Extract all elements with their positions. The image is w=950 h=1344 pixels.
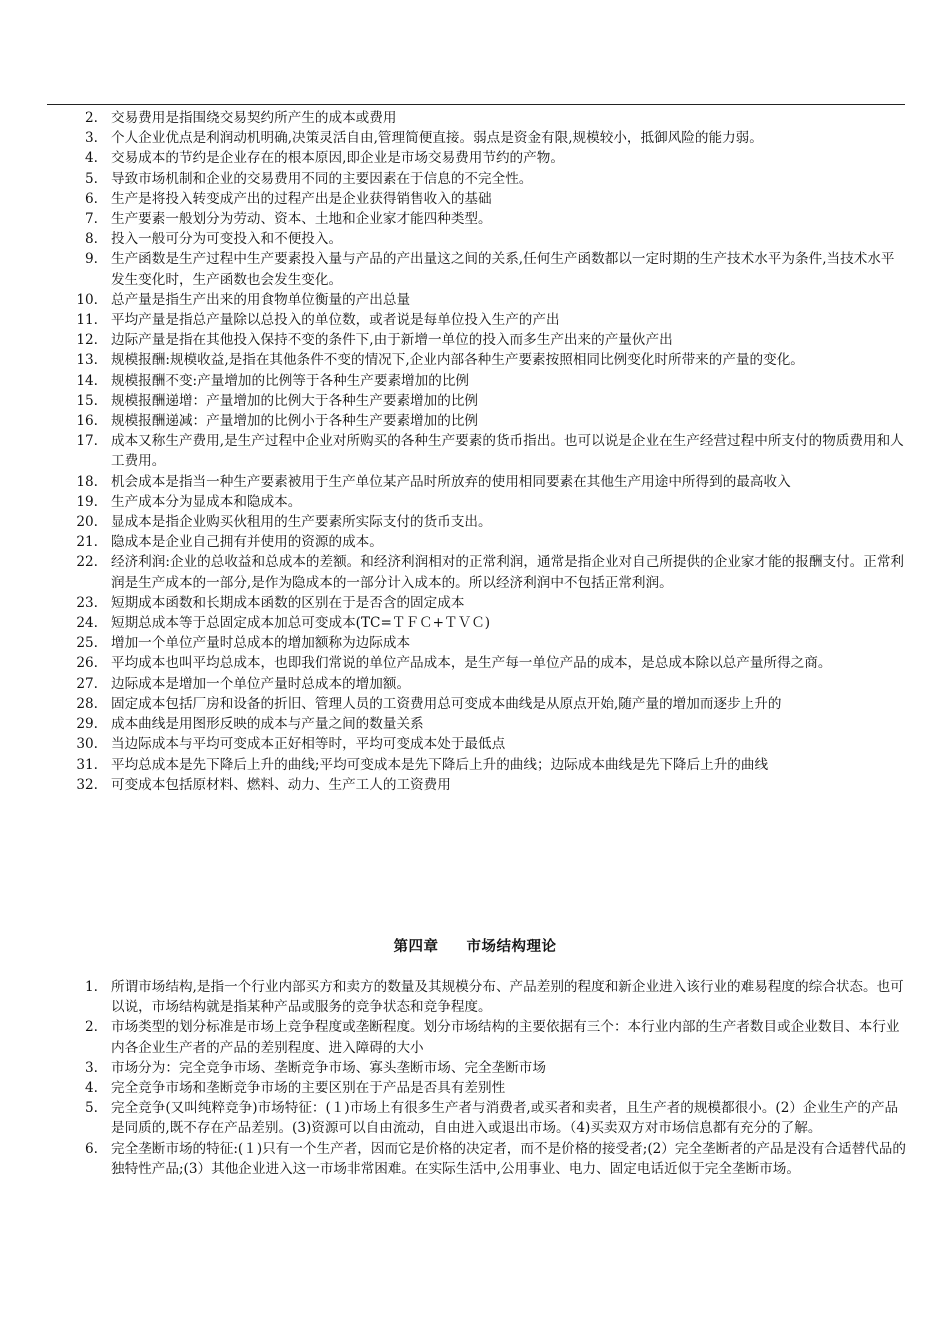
list-item-number: 11. bbox=[76, 312, 98, 329]
list-item-number: 2. bbox=[85, 1019, 98, 1036]
list-item-text: 生产要素一般划分为劳动、资本、土地和企业家才能四种类型。 bbox=[111, 211, 492, 228]
list-item-text: 经济利润:企业的总收益和总成本的差额。和经济利润相对的正常利润，通常是指企业对自己所提供的企业家才能的报酬支付。正常利润是生产成本的一部分,是作为隐成本的一部分计入成本的。所以经济利润中不包括正常利润。 bbox=[111, 554, 905, 591]
list-item-text: 可变成本包括原材料、燃料、动力、生产工人的工资费用 bbox=[111, 776, 451, 793]
list-item-number: 10. bbox=[76, 291, 98, 308]
list-item bbox=[0, 350, 950, 370]
list-item bbox=[0, 775, 950, 795]
list-item-number: 2. bbox=[85, 110, 98, 126]
list-item-text: 生产成本分为显成本和隐成本。 bbox=[111, 493, 302, 510]
list-item-text: 完全竞争(又叫纯粹竞争)市场特征：(１)市场上有很多生产者与消费者,或买者和卖者，且生产者的规模都很小。(2）企业生产的产品是同质的,既不存在产品差别。(3)资源可以自由流动，自由进入或退出市场。（4)买卖双方对市场信息都有充分的了解。 bbox=[111, 1100, 899, 1137]
list-item bbox=[0, 1058, 950, 1078]
list-item-number: 4. bbox=[85, 150, 98, 167]
list-item-number: 31. bbox=[76, 756, 98, 773]
list-item-text: 短期总成本等于总固定成本加总可变成本(TC=ＴＦＣ+ＴＶＣ) bbox=[111, 615, 491, 632]
list-item-number: 30. bbox=[76, 736, 98, 753]
list-item bbox=[0, 290, 950, 310]
list-item-text: 生产是将投入转变成产出的过程产出是企业获得销售收入的基础 bbox=[111, 190, 492, 207]
list-item-text: 短期成本函数和长期成本函数的区别在于是否含的固定成本 bbox=[111, 594, 465, 611]
list-item bbox=[0, 714, 950, 734]
list-item-text: 市场类型的划分标准是市场上竞争程度或垄断程度。划分市场结构的主要依据有三个：本行业内部的生产者数目或企业数目、本行业内各企业生产者的产品的差别程度、进入障碍的大小 bbox=[111, 1019, 900, 1056]
list-item bbox=[0, 371, 950, 391]
header-rule bbox=[47, 104, 905, 105]
list-item-text: 市场分为：完全竞争市场、垄断竞争市场、寡头垄断市场、完全垄断市场 bbox=[111, 1059, 546, 1076]
list-item bbox=[0, 977, 950, 1017]
list-item bbox=[0, 209, 950, 229]
list-item-text: 交易费用是指围绕交易契约所产生的成本或费用 bbox=[111, 110, 397, 126]
list-item bbox=[0, 411, 950, 431]
list-item-text: 投入一般可分为可变投入和不便投入。 bbox=[111, 231, 343, 248]
list-item-text: 完全垄断市场的特征:(１)只有一个生产者，因而它是价格的决定者，而不是价格的接受者;(2）完全垄断者的产品是没有合适替代品的独特性产品;(3）其他企业进入这一市场非常困难。在实际生活中,公用事业、电力、固定电话近似于完全垄断市场。 bbox=[111, 1140, 906, 1177]
list-item-number: 20. bbox=[76, 514, 98, 531]
list-item bbox=[0, 310, 950, 330]
list-item bbox=[0, 674, 950, 694]
list-item-number: 16. bbox=[76, 413, 98, 430]
list-item-text: 隐成本是企业自己拥有并使用的资源的成本。 bbox=[111, 534, 383, 551]
list-item-number: 8. bbox=[85, 231, 98, 248]
list-item-text: 导致市场机制和企业的交易费用不同的主要因素在于信息的不完全性。 bbox=[111, 170, 533, 187]
list-item-number: 22. bbox=[76, 554, 98, 571]
list-item bbox=[0, 734, 950, 754]
list-item-text: 显成本是指企业购买伙租用的生产要素所实际支付的货币支出。 bbox=[111, 514, 492, 531]
list-item-number: 12. bbox=[76, 332, 98, 349]
list-item-number: 24. bbox=[76, 615, 98, 632]
chapter-title: 市场结构理论 bbox=[466, 938, 557, 955]
list-item bbox=[0, 472, 950, 492]
list-item bbox=[0, 229, 950, 249]
list-item-text: 平均产量是指总产量除以总投入的单位数，或者说是每单位投入生产的产出 bbox=[111, 312, 560, 329]
list-item-text: 成本又称生产费用,是生产过程中企业对所购买的各种生产要素的货币指出。也可以说是企业在生产经营过程中所支付的物质费用和人工费用。 bbox=[111, 433, 904, 470]
list-item-number: 5. bbox=[85, 170, 98, 187]
list-item-text: 规模报酬递增：产量增加的比例大于各种生产要素增加的比例 bbox=[111, 392, 479, 409]
list-item bbox=[0, 128, 950, 148]
list-item-number: 3. bbox=[85, 1059, 98, 1076]
list-item-number: 7. bbox=[85, 211, 98, 228]
chapter-label: 第四章 bbox=[393, 938, 439, 955]
list-item bbox=[0, 593, 950, 613]
list-item-number: 21. bbox=[76, 534, 98, 551]
list-item bbox=[0, 755, 950, 775]
list-item bbox=[0, 148, 950, 168]
list-item bbox=[0, 1098, 950, 1138]
list-item bbox=[0, 330, 950, 350]
list-item-number: 28. bbox=[76, 695, 98, 712]
list-item-text: 成本曲线是用图形反映的成本与产量之间的数量关系 bbox=[111, 716, 424, 733]
list-item bbox=[0, 108, 950, 128]
list-item-text: 个人企业优点是利润动机明确,决策灵活自由,管理简便直接。弱点是资金有限,规模较小，抵御风险的能力弱。 bbox=[111, 130, 763, 147]
list-item-text: 增加一个单位产量时总成本的增加额称为边际成本 bbox=[111, 635, 411, 652]
numbered-list-section-2 bbox=[0, 977, 950, 1179]
list-item bbox=[0, 391, 950, 411]
list-item-text: 规模报酬递减：产量增加的比例小于各种生产要素增加的比例 bbox=[111, 413, 479, 430]
list-item-text: 所谓市场结构,是指一个行业内部买方和卖方的数量及其规模分布、产品差别的程度和新企业进入该行业的难易程度的综合状态。也可以说，市场结构就是指某种产品或服务的竞争状态和竞争程度。 bbox=[111, 979, 904, 1016]
list-item-text: 平均总成本是先下降后上升的曲线;平均可变成本是先下降后上升的曲线；边际成本曲线是先下降后上升的曲线 bbox=[111, 756, 769, 773]
list-item-number: 14. bbox=[76, 372, 98, 389]
list-item bbox=[0, 169, 950, 189]
list-item-number: 29. bbox=[76, 716, 98, 733]
list-item-number: 15. bbox=[76, 392, 98, 409]
list-item bbox=[0, 613, 950, 633]
list-item-number: 13. bbox=[76, 352, 98, 369]
list-item bbox=[0, 1017, 950, 1057]
list-item-number: 25. bbox=[76, 635, 98, 652]
list-item-number: 18. bbox=[76, 473, 98, 490]
list-item-text: 边际产量是指在其他投入保持不变的条件下,由于新增一单位的投入而多生产出来的产量伙产出 bbox=[111, 332, 673, 349]
list-item-number: 4. bbox=[85, 1080, 98, 1097]
list-item-text: 交易成本的节约是企业存在的根本原因,即企业是市场交易费用节约的产物。 bbox=[111, 150, 564, 167]
list-item-text: 规模报酬:规模收益,是指在其他条件不变的情况下,企业内部各种生产要素按照相同比例变化时所带来的产量的变化。 bbox=[111, 352, 804, 369]
list-item-text: 规模报酬不变:产量增加的比例等于各种生产要素增加的比例 bbox=[111, 372, 470, 389]
list-item-number: 32. bbox=[76, 776, 98, 793]
list-item-text: 边际成本是增加一个单位产量时总成本的增加额。 bbox=[111, 675, 411, 692]
list-item-text: 固定成本包括厂房和设备的折旧、管理人员的工资费用总可变成本曲线是从原点开始,随产量的增加而逐步上升的 bbox=[111, 695, 782, 712]
list-item-text: 生产函数是生产过程中生产要素投入量与产品的产出量这之间的关系,任何生产函数都以一定时期的生产技术水平为条件,当技术水平发生变化时，生产函数也会发生变化。 bbox=[111, 251, 895, 288]
list-item bbox=[0, 694, 950, 714]
chapter-heading bbox=[0, 935, 950, 956]
list-item-text: 机会成本是指当一种生产要素被用于生产单位某产品时所放弃的使用相同要素在其他生产用途中所得到的最高收入 bbox=[111, 473, 791, 490]
list-item-text: 平均成本也叫平均总成本，也即我们常说的单位产品成本，是生产每一单位产品的成本，是总成本除以总产量所得之商。 bbox=[111, 655, 832, 672]
list-item-number: 17. bbox=[76, 433, 98, 450]
list-item bbox=[0, 633, 950, 653]
list-item bbox=[0, 492, 950, 512]
list-item bbox=[0, 189, 950, 209]
list-item-text: 当边际成本与平均可变成本正好相等时，平均可变成本处于最低点 bbox=[111, 736, 506, 753]
list-item bbox=[0, 512, 950, 532]
list-item-number: 5. bbox=[85, 1100, 98, 1117]
list-item bbox=[0, 431, 950, 471]
list-item-number: 6. bbox=[85, 1140, 98, 1157]
list-item bbox=[0, 1139, 950, 1179]
list-item-number: 1. bbox=[85, 979, 98, 995]
list-item-number: 19. bbox=[76, 493, 98, 510]
list-item bbox=[0, 249, 950, 289]
list-item bbox=[0, 653, 950, 673]
list-item-number: 27. bbox=[76, 675, 98, 692]
list-item-number: 9. bbox=[85, 251, 98, 268]
list-item bbox=[0, 552, 950, 592]
numbered-list-section-1 bbox=[0, 108, 950, 795]
list-item bbox=[0, 1078, 950, 1098]
list-item-text: 总产量是指生产出来的用食物单位衡量的产出总量 bbox=[111, 291, 411, 308]
list-item bbox=[0, 532, 950, 552]
list-item-number: 26. bbox=[76, 655, 98, 672]
list-item-number: 6. bbox=[85, 190, 98, 207]
list-item-number: 3. bbox=[85, 130, 98, 147]
list-item-number: 23. bbox=[76, 594, 98, 611]
list-item-text: 完全竞争市场和垄断竞争市场的主要区别在于产品是否具有差别性 bbox=[111, 1080, 506, 1097]
